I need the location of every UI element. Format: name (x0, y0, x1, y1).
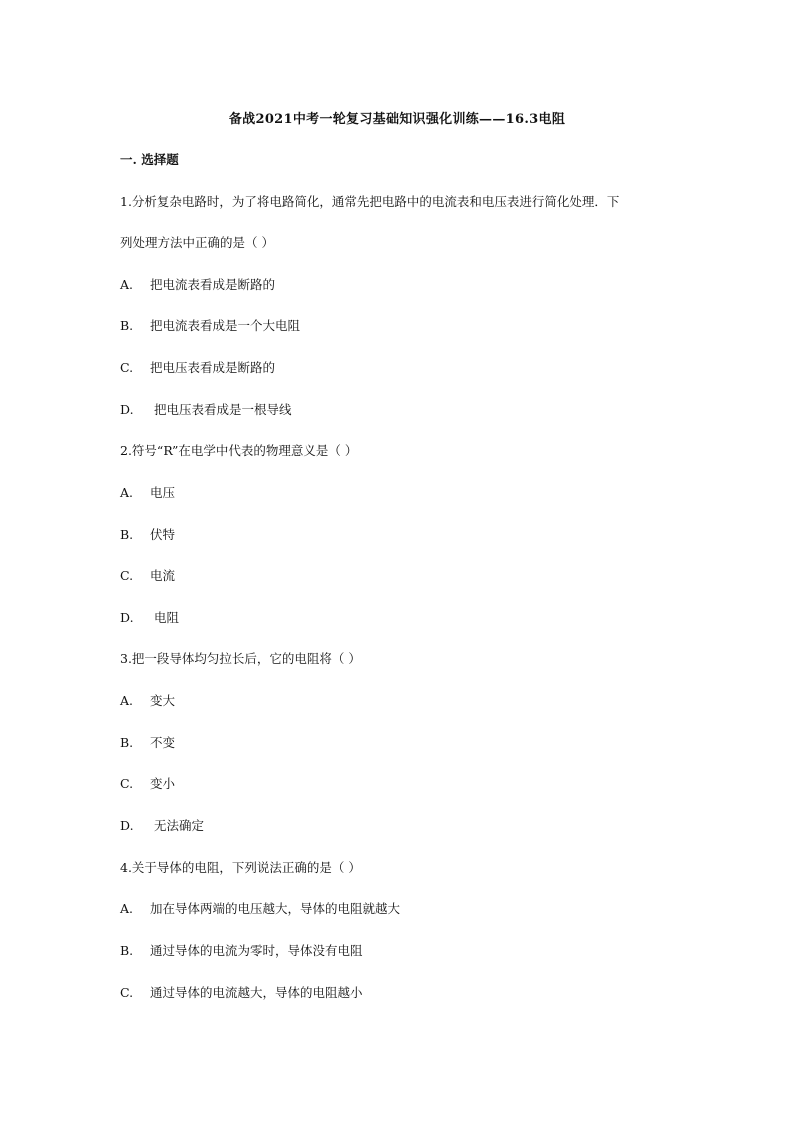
option-letter: A. (120, 693, 134, 708)
option-text: 变大 (150, 693, 176, 708)
question-1-stem-line-1: 1.分析复杂电路时，为了将电路简化，通常先把电路中的电流表和电压表进行简化处理．下 (120, 194, 620, 209)
option-letter: B. (120, 943, 134, 958)
option-text: 无法确定 (150, 818, 204, 833)
option-text: 变小 (150, 776, 176, 791)
option-letter: A. (120, 485, 134, 500)
option-letter: D. (120, 402, 134, 417)
option-letter: D. (120, 610, 134, 625)
option-letter: B. (120, 318, 134, 333)
question-2-option-a (120, 485, 175, 501)
option-text: 电阻 (150, 610, 179, 625)
question-4-option-b (120, 943, 363, 959)
option-text: 电流 (150, 568, 176, 583)
question-1-stem-line-2: 列处理方法中正确的是（ ） (120, 235, 274, 250)
document-title: 备战2021中考一轮复习基础知识强化训练——16.3电阻 (228, 112, 566, 127)
option-text: 通过导体的电流越大，导体的电阻越小 (150, 985, 363, 1000)
option-letter: A. (120, 901, 134, 916)
question-1-option-d (120, 402, 291, 418)
question-3-option-a (120, 693, 175, 709)
option-letter: A. (120, 277, 134, 292)
option-letter: B. (120, 527, 134, 542)
option-letter: C. (120, 360, 134, 375)
section-heading: 一. 选择题 (120, 152, 179, 167)
option-text: 把电流表看成是断路的 (150, 277, 276, 292)
question-2-option-c (120, 568, 175, 584)
option-letter: D. (120, 818, 134, 833)
option-text: 加在导体两端的电压越大，导体的电阻就越大 (150, 901, 401, 916)
option-letter: C. (120, 985, 134, 1000)
option-text: 伏特 (150, 527, 176, 542)
question-1-option-b (120, 318, 300, 334)
question-3-stem: 3.把一段导体均匀拉长后，它的电阻将（ ） (120, 651, 361, 666)
question-2-option-b (120, 527, 175, 543)
question-4-option-c (120, 985, 363, 1001)
question-3-option-b (120, 735, 175, 751)
question-1-option-c (120, 360, 275, 376)
option-text: 把电压表看成是一根导线 (150, 402, 292, 417)
option-text: 把电压表看成是断路的 (150, 360, 276, 375)
option-letter: B. (120, 735, 134, 750)
question-4-stem: 4.关于导体的电阻，下列说法正确的是（ ） (120, 860, 361, 875)
option-text: 把电流表看成是一个大电阻 (150, 318, 301, 333)
question-1-option-a (120, 277, 275, 293)
option-text: 通过导体的电流为零时，导体没有电阻 (150, 943, 363, 958)
question-3-option-d (120, 818, 204, 834)
option-letter: C. (120, 776, 134, 791)
option-text: 不变 (150, 735, 176, 750)
option-letter: C. (120, 568, 134, 583)
question-3-option-c (120, 776, 175, 792)
question-2-option-d (120, 610, 179, 626)
option-text: 电压 (150, 485, 176, 500)
question-4-option-a (120, 901, 400, 917)
question-2-stem: 2.符号“R”在电学中代表的物理意义是（ ） (120, 443, 358, 458)
